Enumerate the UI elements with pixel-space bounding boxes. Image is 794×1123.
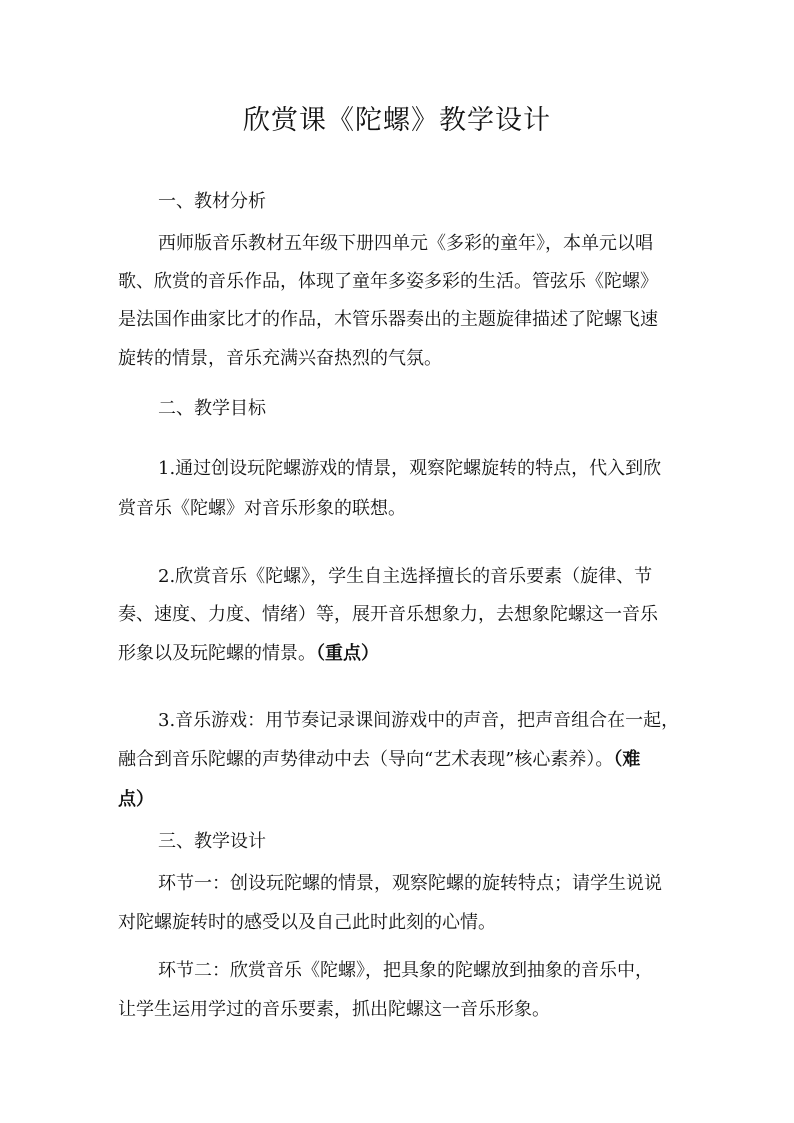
paragraph-line: 是法国作曲家比才的作品，木管乐器奏出的主题旋律描述了陀螺飞速 (118, 309, 658, 330)
goal-line: 3.音乐游戏：用节奏记录课间游戏中的声音，把声音组合在一起， (158, 710, 680, 731)
design-step-line: 环节二：欣赏音乐《陀螺》，把具象的陀螺放到抽象的音乐中， (158, 960, 653, 981)
paragraph-line: 歌、欣赏的音乐作品，体现了童年多姿多彩的生活。管弦乐《陀螺》 (118, 271, 658, 292)
goal-line: 2.欣赏音乐《陀螺》，学生自主选择擅长的音乐要素（旋律、节 (158, 566, 653, 587)
goal-line-with-key-point (118, 642, 678, 666)
goal-text: 融合到音乐陀螺的声势律动中去（导向“艺术表现”核心素养）。 (118, 749, 614, 770)
section-heading-teaching-goals: 二、教学目标 (158, 398, 266, 419)
goal-line: 1.通过创设玩陀螺游戏的情景，观察陀螺旋转的特点，代入到欣 (158, 458, 662, 479)
goal-line: 奏、速度、力度、情绪）等，展开音乐想象力，去想象陀螺这一音乐 (118, 604, 658, 625)
goal-line: 赏音乐《陀螺》对音乐形象的联想。 (118, 498, 406, 519)
design-step-line: 环节一：创设玩陀螺的情景，观察陀螺的旋转特点；请学生说说 (158, 873, 662, 894)
goal-line-with-difficulty-mark (118, 748, 678, 772)
section-heading-material-analysis: 一、教材分析 (158, 191, 266, 212)
key-point-mark: （重点） (316, 643, 379, 664)
section-heading-teaching-design: 三、教学设计 (158, 831, 266, 852)
document-title: 欣赏课《陀螺》教学设计 (243, 105, 551, 136)
paragraph-line: 旋转的情景，音乐充满兴奋热烈的气氛。 (118, 348, 442, 369)
goal-text: 形象以及玩陀螺的情景。 (118, 643, 316, 664)
design-step-line: 让学生运用学过的音乐要素，抓出陀螺这一音乐形象。 (118, 999, 550, 1020)
design-step-line: 对陀螺旋转时的感受以及自己此时此刻的心情。 (118, 912, 496, 933)
difficulty-mark-start: （难 (613, 749, 641, 770)
difficulty-mark-end: 点） (118, 789, 154, 810)
paragraph-line: 西师版音乐教材五年级下册四单元《多彩的童年》，本单元以唱 (158, 233, 653, 254)
